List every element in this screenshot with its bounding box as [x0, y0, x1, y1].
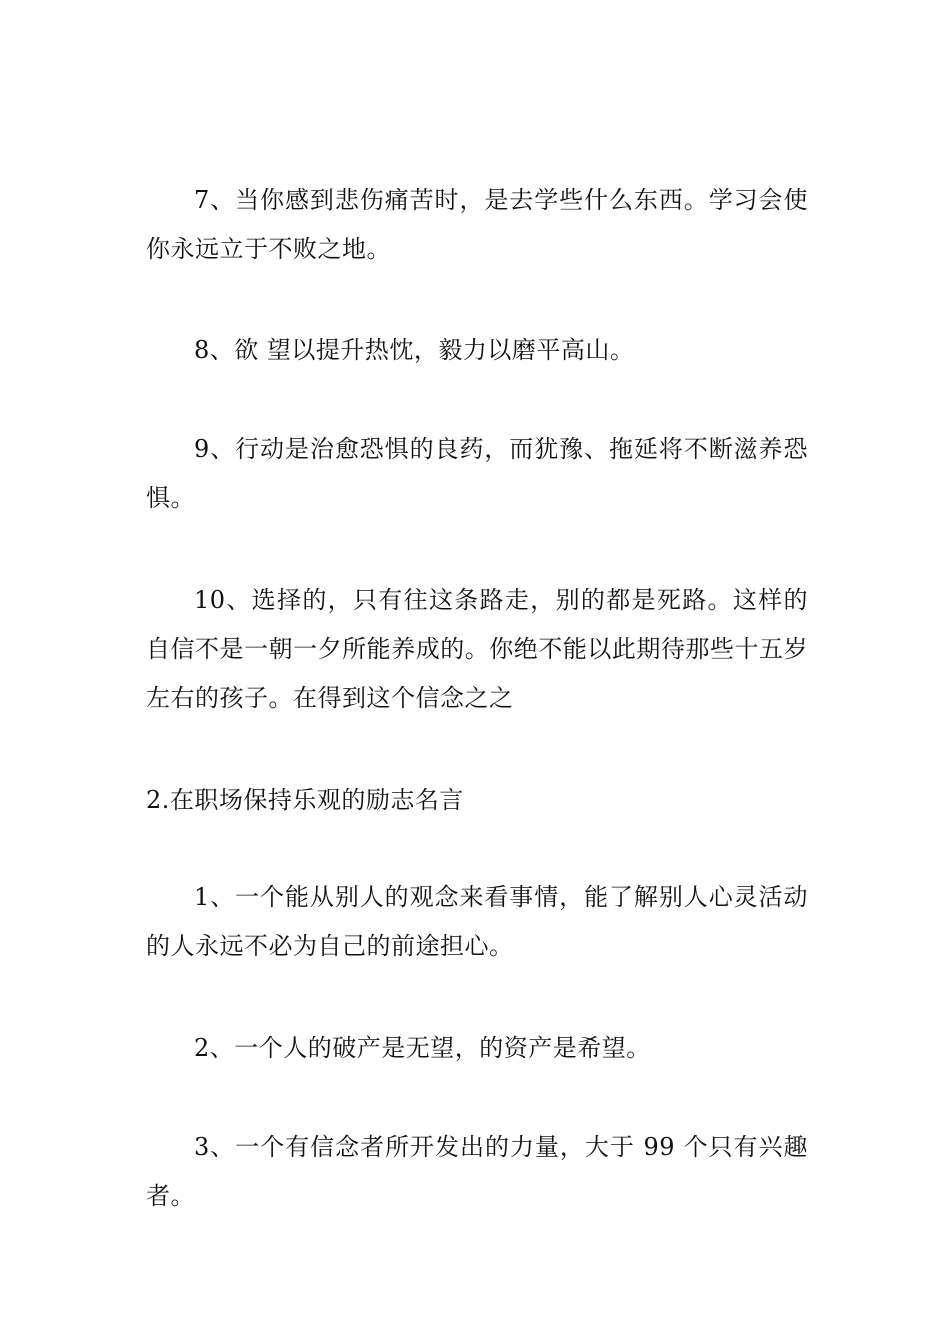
- quote-paragraph: 10、选择的，只有往这条路走，别的都是死路。这样的自信不是一朝一夕所能养成的。你绝不能以此期待那些十五岁左右的孩子。在得到这个信念之之: [146, 586, 808, 712]
- quote-paragraph: 7、当你感到悲伤痛苦时，是去学些什么东西。学习会使你永远立于不败之地。: [146, 186, 808, 263]
- quote-paragraph: 1、一个能从别人的观念来看事情，能了解别人心灵活动的人永远不必为自己的前途担心。: [146, 883, 808, 960]
- quote-paragraph: 3、一个有信念者所开发出的力量，大于 99 个只有兴趣者。: [146, 1133, 808, 1210]
- section-heading: 2.在职场保持乐观的励志名言: [146, 786, 464, 814]
- quote-paragraph: 2、一个人的破产是无望，的资产是希望。: [194, 1034, 651, 1062]
- quote-paragraph: 8、欲 望以提升热忱，毅力以磨平高山。: [194, 336, 635, 364]
- quote-paragraph: 9、行动是治愈恐惧的良药，而犹豫、拖延将不断滋养恐惧。: [146, 435, 808, 512]
